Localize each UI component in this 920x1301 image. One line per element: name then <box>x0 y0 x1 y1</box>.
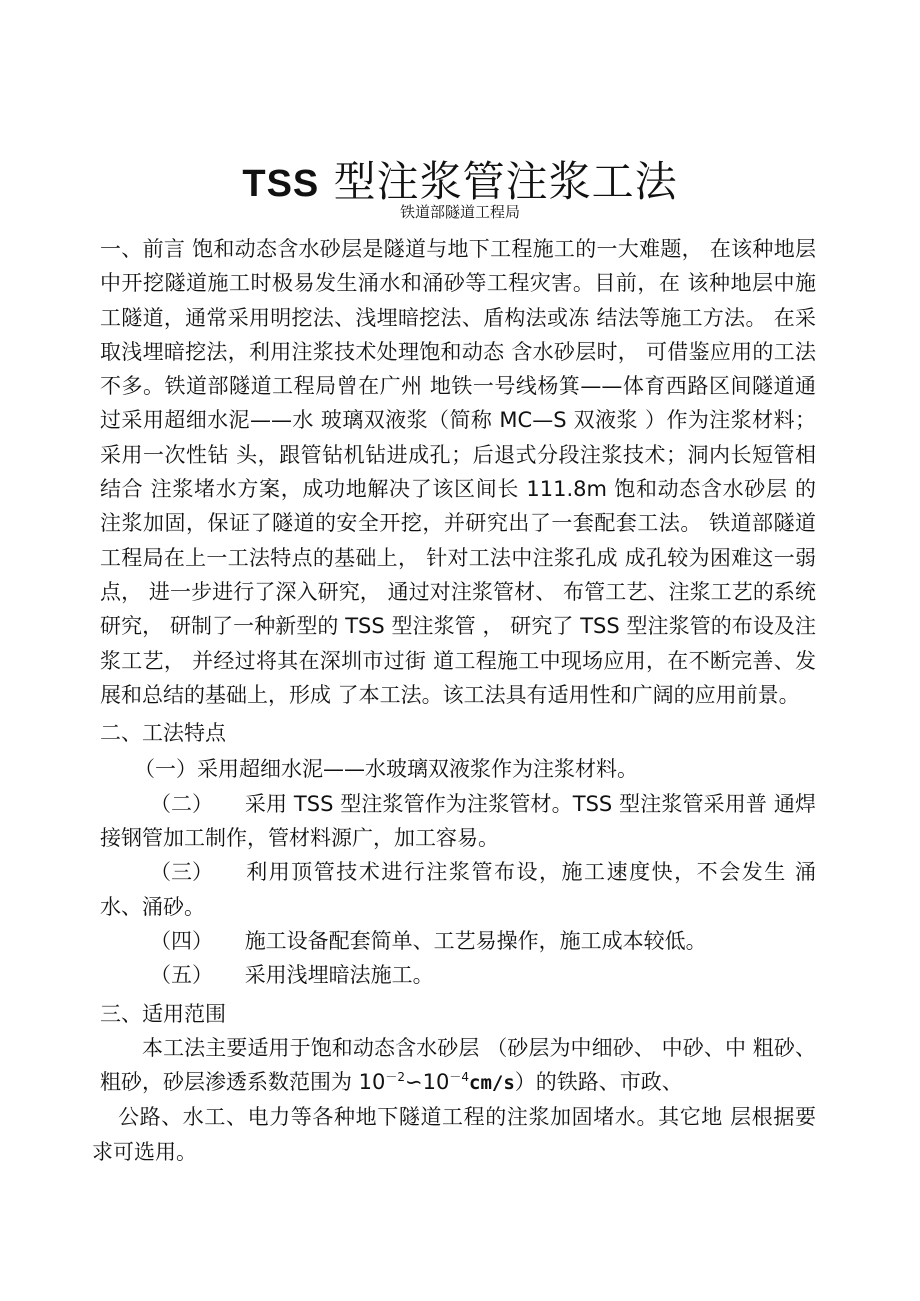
feature-item-5 <box>100 958 816 992</box>
feature-marker: （三） <box>150 860 213 885</box>
intro-text: 饱和动态含水砂层是隧道与地下工程施工的一大难题， 在该种地层中开挖隧道施工时极易发生涌水和涌砂等工程灾害。目前，在 该种地层中施工隧道，通常采用明挖法、浅埋暗挖法、盾构法或冻 结法等施工方法。 在采取浅埋暗挖法，利用注浆技术处理饱和动态 含水砂层时， 可借鉴应用的工法不多。铁道部隧道工程局曾在广州 地铁一号线杨箕——体育西路区间隧道通过采用超细水泥——水 玻璃双液浆（简称 MC—S 双液浆 ）作为注浆材料；采用一次性钻 头，跟管钻机钻进成孔；后退式分段注浆技术；洞内长短管相结合 注浆堵水方案，成功地解决了该区间长 111.8m 饱和动态含水砂层 的注浆加固，保证了隧道的安全开挖，并研究出了一套配套工法。 铁道部隧道工程局在上一工法特点的基础上， 针对工法中注浆孔成 成孔较为困难这一弱点， 进一步进行了深入研究， 通过对注浆管材、 布管工艺、注浆工艺的系统研究， 研制了一种新型的 TSS 型注浆管 ， 研究了 TSS 型注浆管的布设及注浆工艺， 并经过将其在深圳市过街 道工程施工中现场应用，在不断完善、发展和总结的基础上，形成 了本工法。该工法具有适用性和广阔的应用前景。 <box>100 237 816 707</box>
scope-exponent-b: －4 <box>449 1070 470 1085</box>
features-list <box>100 752 816 992</box>
feature-marker: （五） <box>150 963 213 988</box>
section-heading-scope: 三、适用范围 <box>100 1001 226 1026</box>
feature-marker: （二） <box>150 791 213 816</box>
feature-item-1 <box>100 752 816 786</box>
scope-text-a: 本工法主要适用于饱和动态含水砂层 （砂层为中细砂、 中砂、中 粗砂、粗砂，砂层渗透系数范围为 10 <box>100 1035 816 1095</box>
feature-item-2 <box>100 787 816 856</box>
feature-marker: （一） <box>134 757 197 782</box>
author-line: 铁道部隧道工程局 <box>399 203 520 221</box>
feature-marker: （四） <box>150 928 213 953</box>
scope-exponent-a: －2 <box>385 1070 406 1085</box>
feature-text: 采用 TSS 型注浆管作为注浆管材。TSS 型注浆管采用普 通焊接钢管加工制作，管材料源广，加工容易。 <box>100 791 816 851</box>
feature-text: 采用超细水泥——水玻璃双液浆作为注浆材料。 <box>197 757 638 782</box>
feature-text: 利用顶管技术进行注浆管布设，施工速度快，不会发生 涌水、涌砂。 <box>100 860 816 919</box>
scope-text-b: ）的铁路、市政、 <box>514 1070 683 1095</box>
intro-heading: 一、前言 <box>100 237 186 261</box>
scope-mid: ∽10 <box>405 1070 450 1095</box>
feature-text: 施工设备配套简单、工艺易操作，施工成本较低。 <box>244 928 707 953</box>
intro-paragraph <box>100 232 816 712</box>
scope-unit: cm/s <box>469 1072 515 1095</box>
feature-item-3 <box>100 855 816 924</box>
title-cjk: 型注浆管注浆工法 <box>333 157 678 207</box>
scope-paragraph <box>100 1031 816 1101</box>
scope-paragraph-continued: 公路、水工、电力等各种地下隧道工程的注浆加固堵水。其它地 层根据要求可选用。 <box>92 1105 816 1164</box>
feature-text: 采用浅埋暗法施工。 <box>244 963 434 988</box>
document-body <box>92 232 816 1169</box>
title-latin: TSS <box>242 163 320 206</box>
section-heading-features: 二、工法特点 <box>100 721 226 746</box>
feature-item-4 <box>100 924 816 958</box>
